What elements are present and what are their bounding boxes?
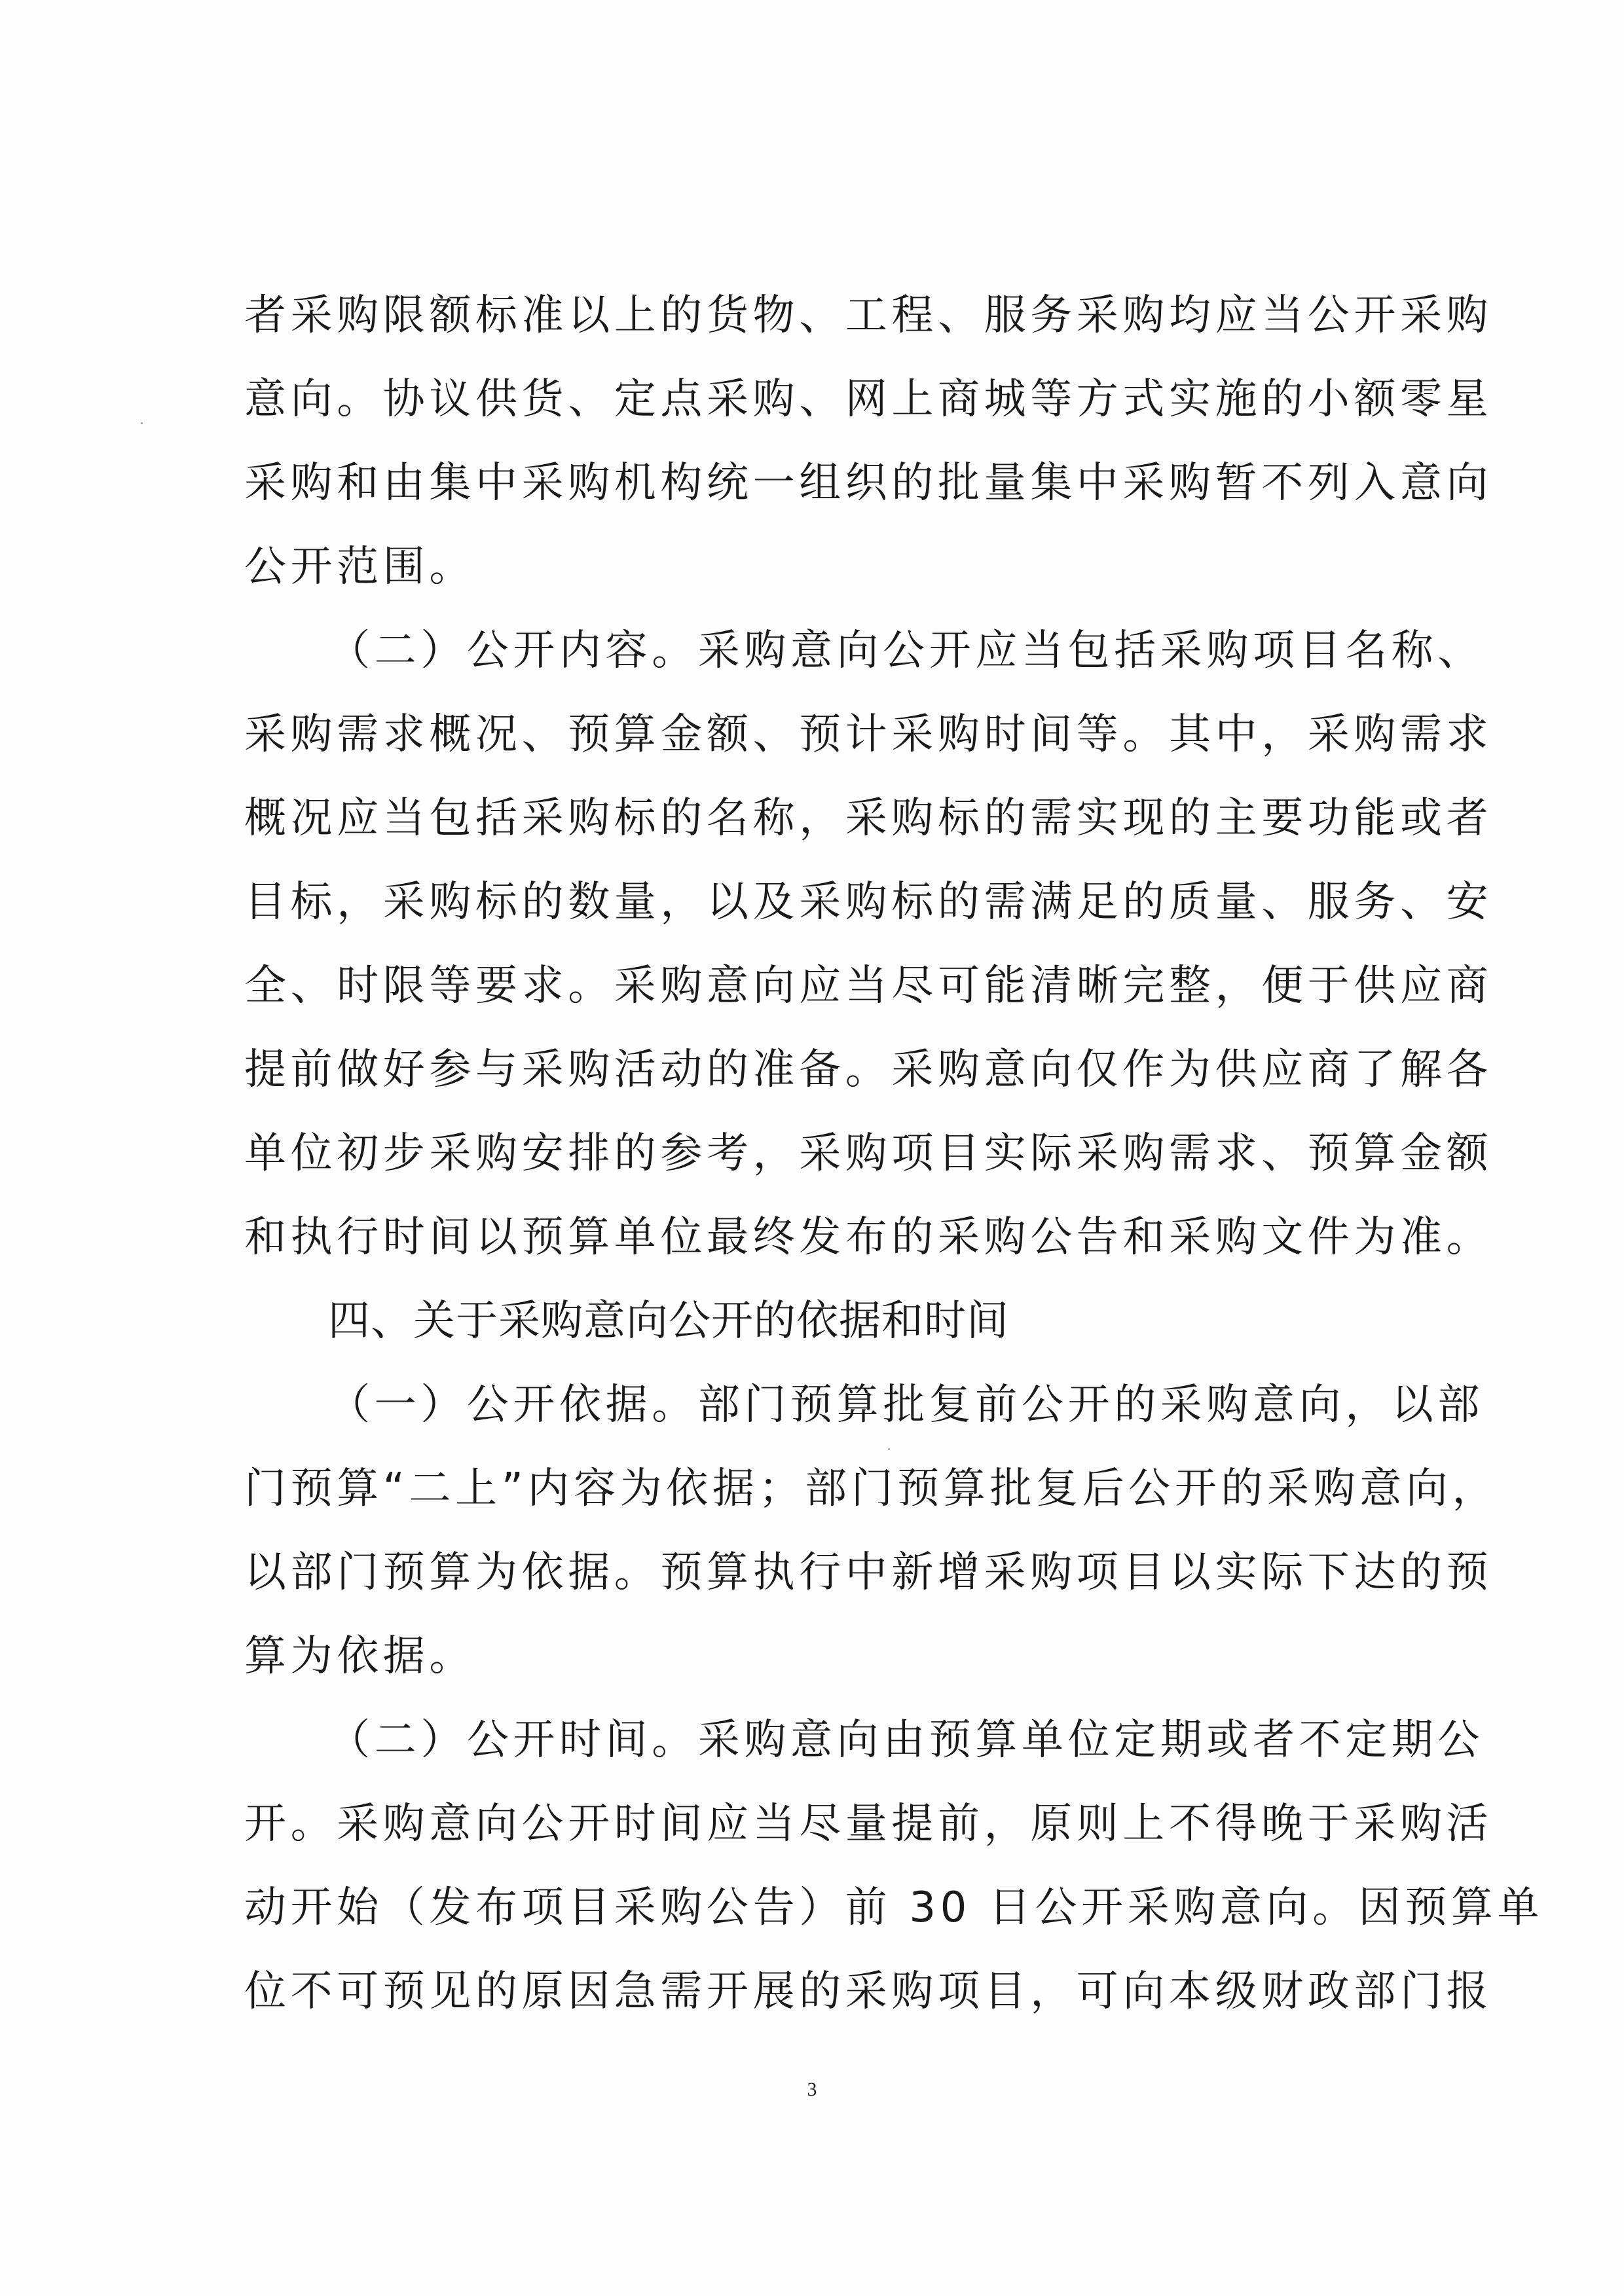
paragraph-line: 者采购限额标准以上的货物、工程、服务采购均应当公开采购 [244, 291, 1493, 340]
paragraph-line: 全、时限等要求。采购意向应当尽可能清晰完整，便于供应商 [244, 962, 1493, 1010]
paragraph-line: 采购和由集中采购机构统一组织的批量集中采购暂不列入意向 [244, 459, 1493, 507]
paragraph-line: 单位初步采购安排的参考，采购项目实际采购需求、预算金额 [244, 1129, 1493, 1178]
paragraph-line: 算为依据。 [244, 1632, 475, 1681]
section-heading: 四、关于采购意向公开的依据和时间 [328, 1297, 1009, 1345]
paragraph-line: 目标，采购标的数量，以及采购标的需满足的质量、服务、安 [244, 878, 1493, 926]
paragraph-line: 和执行时间以预算单位最终发布的采购公告和采购文件为准。 [244, 1213, 1493, 1262]
paragraph-line: （二）公开内容。采购意向公开应当包括采购项目名称、 [328, 627, 1484, 675]
paragraph-line: 开。采购意向公开时间应当尽量提前，原则上不得晚于采购活 [244, 1800, 1493, 1848]
paragraph-line: 门预算“二上”内容为依据；部门预算批复后公开的采购意向， [244, 1465, 1499, 1513]
paragraph-line: 以部门预算为依据。预算执行中新增采购项目以实际下达的预 [244, 1548, 1493, 1597]
paragraph-line: 提前做好参与采购活动的准备。采购意向仅作为供应商了解各 [244, 1046, 1493, 1094]
paragraph-line: 公开范围。 [244, 543, 475, 591]
scan-speck [141, 422, 143, 424]
paragraph-line: 动开始（发布项目采购公告）前 30 日公开采购意向。因预算单 [244, 1884, 1544, 1932]
paragraph-line: 意向。协议供货、定点采购、网上商城等方式实施的小额零星 [244, 375, 1493, 424]
paragraph-line: （一）公开依据。部门预算批复前公开的采购意向，以部 [328, 1381, 1484, 1429]
paragraph-line: 概况应当包括采购标的名称，采购标的需实现的主要功能或者 [244, 794, 1493, 843]
body-text [244, 283, 1544, 2043]
paragraph-line: 采购需求概况、预算金额、预计采购时间等。其中，采购需求 [244, 710, 1493, 759]
page-number: 3 [807, 2079, 817, 2100]
paragraph-line: 位不可预见的原因急需开展的采购项目，可向本级财政部门报 [244, 1967, 1493, 2016]
paragraph-line: （二）公开时间。采购意向由预算单位定期或者不定期公 [328, 1716, 1484, 1764]
